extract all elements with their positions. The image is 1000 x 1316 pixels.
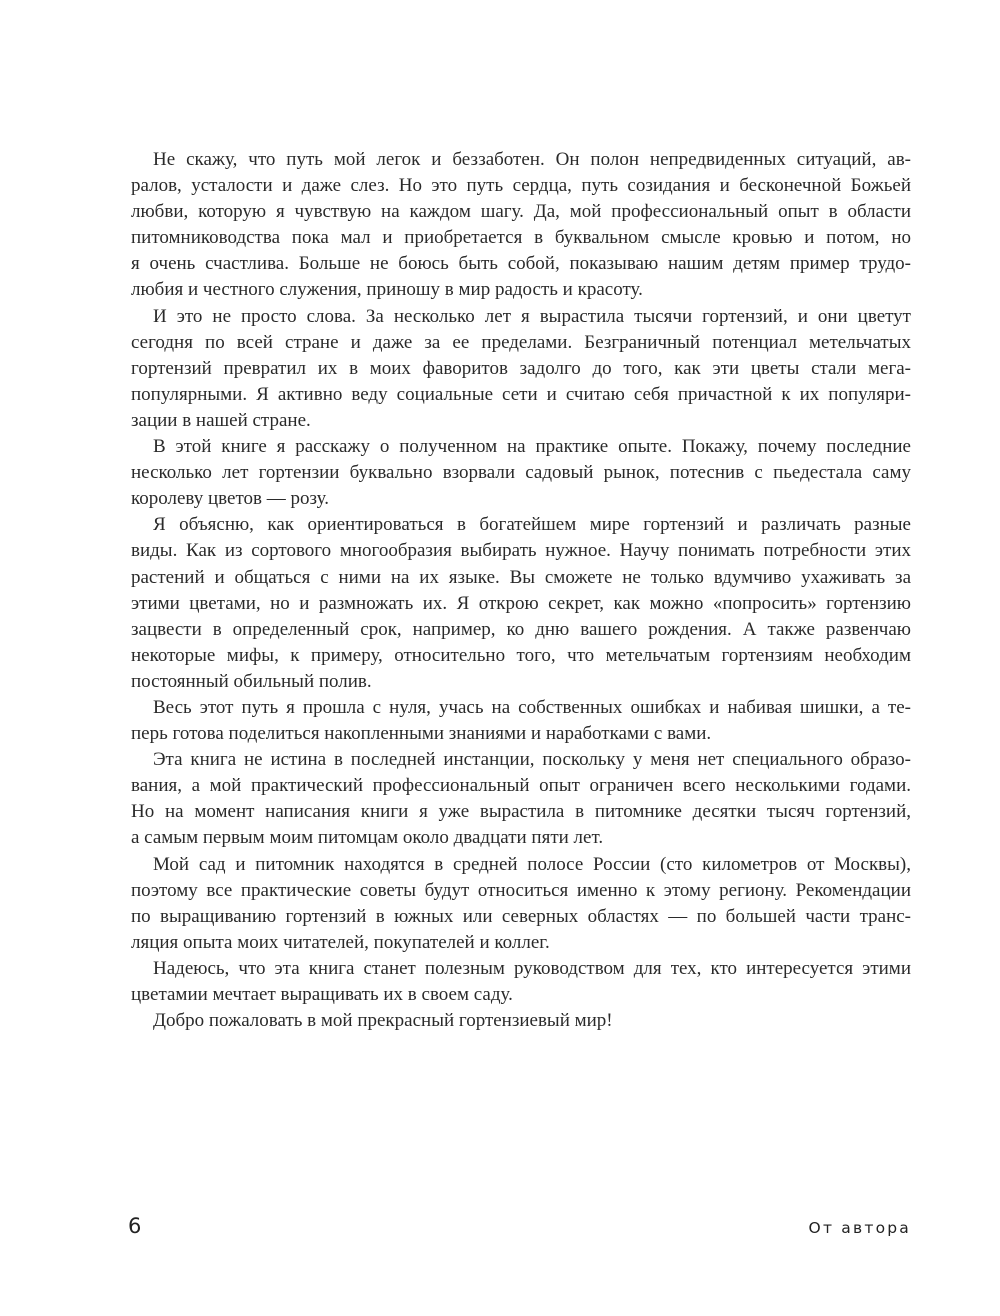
text-line	[131, 434, 911, 460]
text-line-content: Эта книга не истина в последней инстанции, поскольку у меня нет специального образо-	[153, 749, 911, 771]
text-line-content: В этой книге я расскажу о полученном на практике опыте. Покажу, почему последние	[153, 436, 911, 458]
text-line	[131, 799, 911, 825]
text-line	[131, 304, 911, 330]
body-text	[131, 147, 911, 1034]
paragraph	[131, 1008, 911, 1034]
text-line-content: Надеюсь, что эта книга станет полезным руководством для тех, кто интересуется этими	[153, 957, 911, 979]
text-line-content: ляция опыта моих читателей, покупателей и коллег.	[131, 931, 550, 953]
text-line	[131, 460, 911, 486]
text-line	[131, 147, 911, 173]
text-line-content: питомниководства пока мал и приобретается в буквальном смысле кровью и потом, но	[131, 227, 911, 249]
text-line	[131, 982, 911, 1008]
text-line	[131, 669, 911, 695]
text-line	[131, 721, 911, 747]
text-line	[131, 277, 911, 303]
text-line-content: этими цветами, но и размножать их. Я открою секрет, как можно «попросить» гортензию	[131, 592, 911, 614]
running-title: От автора	[808, 1219, 911, 1237]
text-line	[131, 852, 911, 878]
text-line	[131, 825, 911, 851]
text-line	[131, 1008, 911, 1034]
text-line-content: несколько лет гортензии буквально взорвали садовый рынок, потеснив с пьедестала саму	[131, 462, 911, 484]
text-line	[131, 408, 911, 434]
text-line-content: Не скажу, что путь мой легок и беззаботен. Он полон непредвиденных ситуаций, ав-	[153, 149, 911, 170]
text-line-content: гортензий превратил их в моих фаворитов задолго до того, как эти цветы стали мега-	[131, 357, 911, 379]
text-line	[131, 512, 911, 538]
paragraph	[131, 747, 911, 851]
text-line	[131, 643, 911, 669]
text-line-content: поэтому все практические советы будут относиться именно к этому региону. Рекомендации	[131, 879, 911, 901]
text-line-content: любви, которую я чувствую на каждом шагу. Да, мой профессиональный опыт в области	[131, 201, 911, 223]
text-line-content: Но на момент написания книги я уже вырастила в питомнике десятки тысяч гортензий,	[131, 801, 911, 823]
text-line-content: И это не просто слова. За несколько лет я вырастила тысячи гортензий, и они цветут	[153, 305, 911, 327]
text-line	[131, 565, 911, 591]
text-line-content: я очень счастлива. Больше не боюсь быть собой, показываю нашим детям пример трудо-	[131, 253, 911, 275]
paragraph	[131, 512, 911, 695]
text-line-content: зацвести в определенный срок, например, ко дню вашего рождения. А также развенчаю	[131, 618, 911, 640]
text-line	[131, 747, 911, 773]
paragraph	[131, 434, 911, 512]
text-line-content: сегодня по всей стране и даже за ее пределами. Безграничный потенциал метельчатых	[131, 331, 911, 353]
text-line-content: Я объясню, как ориентироваться в богатейшем мире гортензий и различать разные	[153, 514, 911, 536]
text-line-content: растений и общаться с ними на их языке. Вы сможете не только вдумчиво ухаживать за	[131, 566, 911, 588]
text-line	[131, 617, 911, 643]
page-number: 6	[128, 1214, 142, 1238]
text-line-content: перь готова поделиться накопленными знаниями и наработками с вами.	[131, 723, 712, 745]
text-line-content: Весь этот путь я прошла с нуля, учась на собственных ошибках и набивая шишки, а те-	[153, 696, 911, 718]
paragraph	[131, 852, 911, 956]
text-line-content: цветамии мечтает выращивать их в своем саду.	[131, 984, 513, 1005]
text-line-content: любия и честного служения, приношу в мир радость и красоту.	[131, 279, 643, 301]
text-line-content: виды. Как из сортового многообразия выбирать нужное. Научу понимать потребности этих	[131, 540, 911, 562]
text-line	[131, 878, 911, 904]
paragraph	[131, 956, 911, 1008]
text-line	[131, 486, 911, 512]
text-line-content: Добро пожаловать в мой прекрасный гортензиевый мир!	[153, 1010, 613, 1032]
text-line-content: ралов, усталости и даже слез. Но это путь сердца, путь созидания и бесконечной Божьей	[131, 175, 911, 197]
text-line	[131, 591, 911, 617]
text-line	[131, 356, 911, 382]
text-line-content: зации в нашей стране.	[131, 409, 311, 431]
text-line	[131, 538, 911, 564]
text-line-content: вания, а мой практический профессиональный опыт ограничен всего несколькими годами.	[131, 775, 911, 797]
text-line-content: некоторые мифы, к примеру, относительно того, что метельчатым гортензиям необходим	[131, 644, 911, 666]
paragraph	[131, 304, 911, 434]
text-line-content: постоянный обильный полив.	[131, 670, 372, 692]
text-line	[131, 930, 911, 956]
text-line-content: Мой сад и питомник находятся в средней полосе России (сто километров от Москвы),	[153, 853, 911, 875]
text-line	[131, 173, 911, 199]
text-line	[131, 225, 911, 251]
text-line	[131, 199, 911, 225]
text-line-content: королеву цветов — розу.	[131, 488, 329, 510]
text-line	[131, 330, 911, 356]
text-line	[131, 773, 911, 799]
paragraph	[131, 147, 911, 304]
text-line-content: а самым первым моим питомцам около двадцати пяти лет.	[131, 827, 604, 849]
text-line	[131, 382, 911, 408]
text-line	[131, 695, 911, 721]
text-line	[131, 251, 911, 277]
paragraph	[131, 695, 911, 747]
text-line-content: по выращиванию гортензий в южных или северных областях — по большей части транс-	[131, 905, 911, 927]
text-line	[131, 956, 911, 982]
text-line-content: популярными. Я активно веду социальные сети и считаю себя причастной к их популяри-	[131, 383, 911, 405]
text-line	[131, 904, 911, 930]
